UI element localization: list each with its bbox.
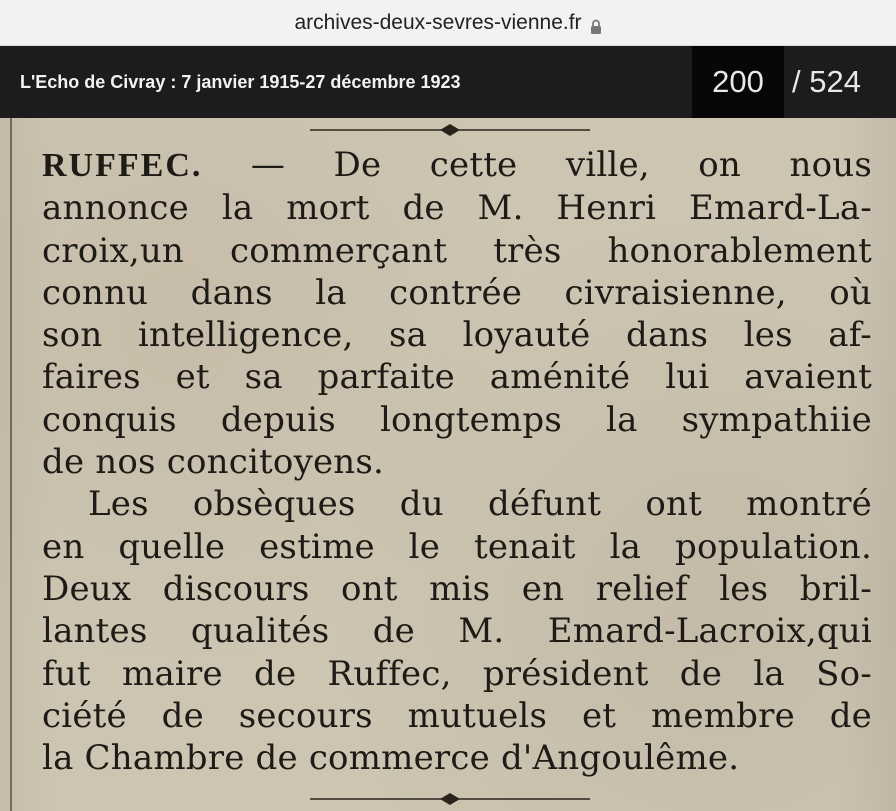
article-line-11: Deux discours ont mis en relief les bril- [42, 568, 872, 609]
article [42, 144, 872, 779]
current-page-input[interactable]: 200 [712, 64, 764, 99]
column-rule [10, 118, 12, 811]
total-pages: / 524 [792, 64, 861, 99]
article-line-5: son intelligence, sa loyauté dans les af- [42, 315, 872, 356]
article-heading: RUFFEC. [42, 147, 203, 184]
article-line-3: croix,un commerçant très honorablement [42, 230, 872, 271]
url-text: archives-deux-sevres-vienne.fr [294, 10, 582, 34]
article-line-9: Les obsèques du défunt ont montré [88, 484, 872, 525]
article-line-1: RUFFEC. — De cette ville, on nous [42, 145, 872, 185]
article-line-8: de nos concitoyens. [42, 442, 385, 483]
bottom-ornament [300, 790, 600, 810]
article-line-15: la Chambre de commerce d'Angoulême. [42, 738, 740, 779]
lock-icon [590, 16, 602, 31]
article-line-10: en quelle estime le tenait la population. [42, 526, 872, 567]
article-line-14: ciété de secours mutuels et membre de [42, 695, 872, 736]
article-line-4: connu dans la contrée civraisienne, où [42, 272, 872, 313]
document-title: L'Echo de Civray : 7 janvier 1915-27 décembre 1923 [20, 72, 461, 92]
article-line-2: annonce la mort de M. Henri Emard-La- [42, 188, 872, 229]
article-line-6: faires et sa parfaite aménité lui avaient [42, 357, 872, 398]
article-line-7: conquis depuis longtemps la sympathiie [42, 399, 872, 440]
article-line-13: fut maire de Ruffec, président de la So- [42, 653, 872, 694]
address-bar[interactable] [0, 0, 896, 46]
article-line-12: lantes qualités de M. Emard-Lacroix,qui [42, 611, 872, 652]
top-ornament [300, 121, 600, 141]
scanned-page[interactable] [0, 118, 896, 811]
viewer-header [0, 46, 896, 118]
